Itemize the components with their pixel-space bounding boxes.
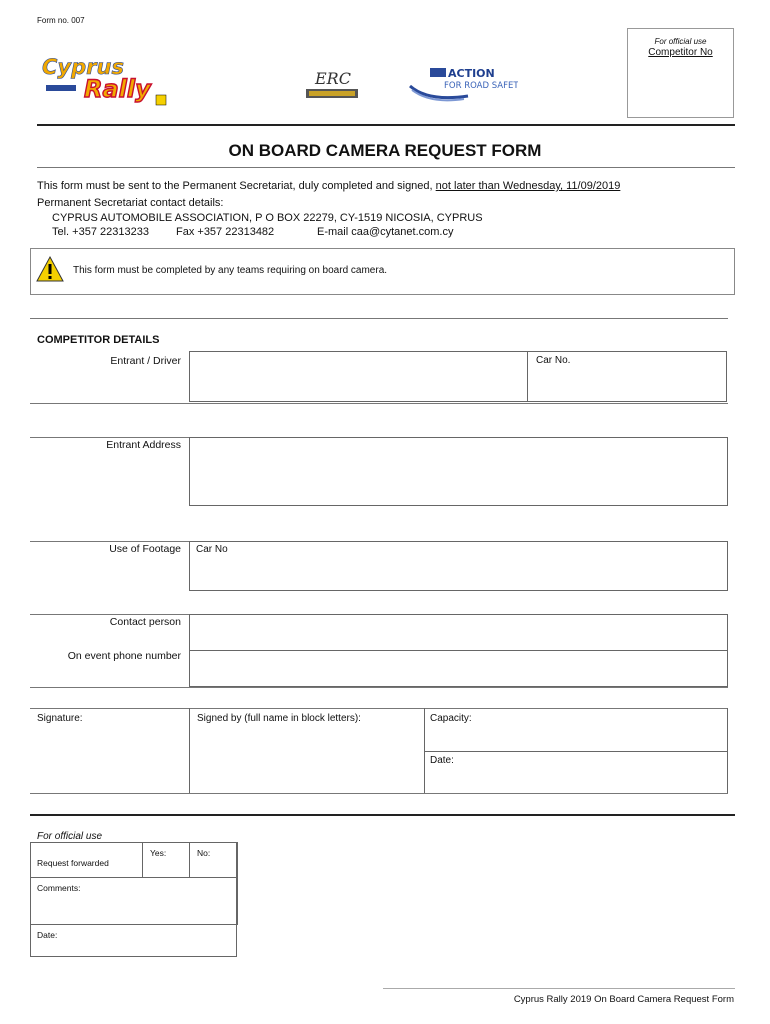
signature-label: Signature: xyxy=(37,713,83,724)
title-top-rule xyxy=(37,124,735,126)
row-rule xyxy=(30,403,728,404)
date-label: Date: xyxy=(430,755,454,766)
erc-logo xyxy=(303,66,361,102)
date-field[interactable] xyxy=(424,751,728,794)
official-use-box xyxy=(627,28,734,118)
request-forwarded-cell xyxy=(30,842,143,878)
page-title: ON BOARD CAMERA REQUEST FORM xyxy=(228,141,542,160)
capacity-label: Capacity: xyxy=(430,713,472,724)
cyprus-rally-logo xyxy=(38,52,173,107)
entrant-address-label: Entrant Address xyxy=(106,439,181,451)
warning-icon xyxy=(35,255,65,283)
request-forwarded-label: Request forwarded xyxy=(37,858,109,868)
entrant-driver-field[interactable] xyxy=(189,351,528,402)
car-no-field[interactable] xyxy=(527,351,727,402)
car-no-label: Car No. xyxy=(536,355,571,366)
section-title: COMPETITOR DETAILS xyxy=(37,334,160,346)
notice-box xyxy=(30,248,735,295)
form-number: Form no. 007 xyxy=(37,16,85,25)
contact-fax: Fax +357 22313482 xyxy=(176,226,275,238)
logo-action-text: ACTION xyxy=(448,67,495,80)
contact-address: CYPRUS AUTOMOBILE ASSOCIATION, P O BOX 22279, CY-1519 NICOSIA, CYPRUS xyxy=(52,212,483,224)
official-use-table xyxy=(30,842,237,957)
contact-tel: Tel. +357 22313233 xyxy=(52,226,149,238)
notice-text: This form must be completed by any teams requiring on board camera. xyxy=(73,265,388,276)
official-date-label: Date: xyxy=(37,930,58,940)
no-cell[interactable] xyxy=(189,842,238,878)
contact-person-label: Contact person xyxy=(109,616,181,628)
competitor-no-label: Competitor No xyxy=(648,47,713,58)
contact-email: E-mail caa@cytanet.com.cy xyxy=(317,226,454,238)
intro-text: This form must be sent to the Permanent Secretariat, duly completed and signed, xyxy=(37,180,436,192)
yes-cell[interactable] xyxy=(142,842,190,878)
comments-label: Comments: xyxy=(37,883,81,893)
capacity-field[interactable] xyxy=(424,708,728,752)
row-rule xyxy=(30,687,728,688)
footer-rule xyxy=(383,988,735,989)
signature-field[interactable] xyxy=(30,708,190,794)
row-rule xyxy=(30,793,728,794)
signed-by-field[interactable] xyxy=(189,708,425,794)
logo-erc-text: ERC xyxy=(315,69,351,88)
contact-person-field[interactable] xyxy=(189,614,728,651)
use-of-footage-field[interactable] xyxy=(189,541,728,591)
use-of-footage-label: Use of Footage xyxy=(109,543,181,555)
deadline-text: not later than Wednesday, 11/09/2019 xyxy=(435,180,621,192)
comments-cell[interactable] xyxy=(30,877,238,925)
intro-line-1 xyxy=(37,180,620,192)
phone-label: On event phone number xyxy=(67,650,181,662)
yes-label: Yes: xyxy=(150,848,167,858)
phone-field[interactable] xyxy=(189,650,728,687)
entrant-address-field[interactable] xyxy=(189,437,728,506)
title-bottom-rule xyxy=(37,167,735,168)
official-section-rule xyxy=(30,814,735,816)
official-use-title: For official use xyxy=(37,831,103,842)
intro-line-2: Permanent Secretariat contact details: xyxy=(37,197,224,209)
entrant-driver-label: Entrant / Driver xyxy=(110,355,181,367)
logo-road-text: FOR ROAD SAFETY xyxy=(444,81,518,91)
fia-action-logo xyxy=(408,64,518,104)
signed-by-label: Signed by (full name in block letters): xyxy=(197,713,361,724)
footage-car-no-label: Car No xyxy=(196,544,228,555)
logo-cyprus-text: Cyprus xyxy=(42,55,124,79)
official-use-label: For official use xyxy=(654,37,707,46)
section-rule xyxy=(30,318,728,319)
logo-rally-text: Rally xyxy=(84,75,151,103)
no-label: No: xyxy=(197,848,211,858)
footer-text: Cyprus Rally 2019 On Board Camera Request Form xyxy=(513,994,734,1005)
